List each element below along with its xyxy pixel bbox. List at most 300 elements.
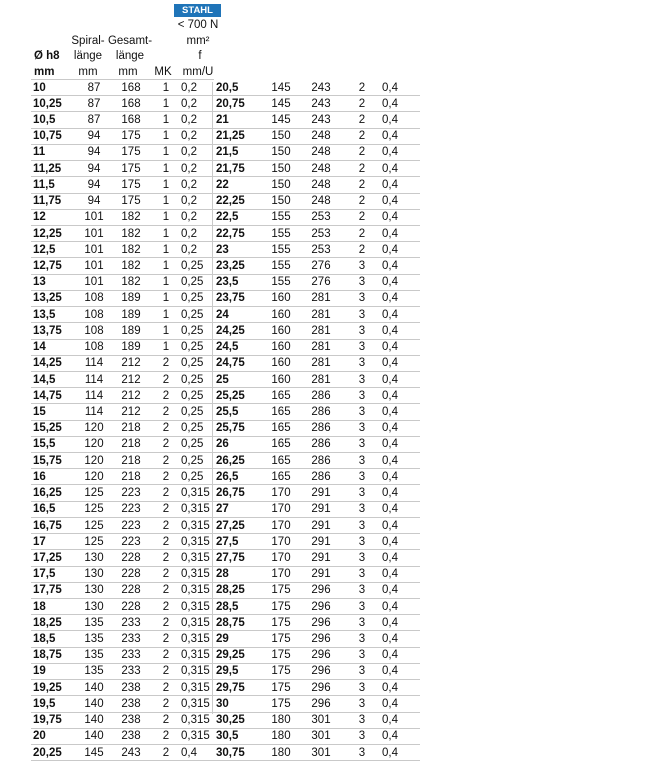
- spiral-length-cell: 160: [264, 307, 298, 323]
- diameter-cell: 16,75: [31, 517, 79, 533]
- total-length-cell: 175: [109, 144, 153, 160]
- total-length-cell: 182: [109, 225, 153, 241]
- spiral-length-cell: 160: [264, 323, 298, 339]
- diameter-cell: 12,75: [31, 258, 79, 274]
- feed-cell: 0,315: [179, 631, 215, 647]
- total-length-cell: 182: [109, 274, 153, 290]
- mk-cell: 2: [153, 582, 179, 598]
- diameter-cell: 12,25: [31, 225, 79, 241]
- feed-cell: 0,4: [380, 744, 420, 760]
- spiral-length-cell: 135: [79, 615, 109, 631]
- feed-cell: 0,25: [179, 355, 215, 371]
- total-length-cell: 238: [109, 696, 153, 712]
- spiral-length-cell: 101: [79, 258, 109, 274]
- spiral-length-cell: 165: [264, 453, 298, 469]
- material-badge: STAHL: [174, 4, 221, 17]
- diameter-cell: 30,5: [214, 728, 264, 744]
- feed-cell: 0,25: [179, 469, 215, 485]
- spiral-length-cell: 87: [79, 112, 109, 128]
- total-length-cell: 248: [298, 161, 344, 177]
- mk-cell: 2: [344, 144, 380, 160]
- table-row: [31, 436, 215, 452]
- total-length-cell: 168: [109, 112, 153, 128]
- table-row: [214, 290, 420, 306]
- spiral-length-label-1: Spiral-: [71, 35, 105, 47]
- total-length-cell: 243: [109, 744, 153, 760]
- total-length-cell: 281: [298, 323, 344, 339]
- feed-cell: 0,25: [179, 339, 215, 355]
- diameter-cell: 30,75: [214, 744, 264, 760]
- spiral-length-cell: 140: [79, 696, 109, 712]
- mk-cell: 3: [344, 712, 380, 728]
- mk-cell: 1: [153, 112, 179, 128]
- total-length-cell: 291: [298, 534, 344, 550]
- table-row: [214, 112, 420, 128]
- table-row: [31, 209, 215, 225]
- column-divider: [212, 82, 213, 714]
- table-row: [31, 469, 215, 485]
- diameter-cell: 12,5: [31, 242, 79, 258]
- feed-cell: 0,4: [380, 663, 420, 679]
- mk-cell: 3: [344, 599, 380, 615]
- diameter-cell: 25: [214, 371, 264, 387]
- spiral-length-cell: 145: [264, 96, 298, 112]
- feed-cell: 0,4: [380, 290, 420, 306]
- total-length-cell: 291: [298, 501, 344, 517]
- feed-cell: 0,2: [179, 161, 215, 177]
- mk-cell: 1: [153, 128, 179, 144]
- spiral-length-cell: 120: [79, 436, 109, 452]
- diameter-cell: 16,5: [31, 501, 79, 517]
- feed-cell: 0,4: [380, 258, 420, 274]
- table-row: [31, 728, 215, 744]
- total-length-cell: 223: [109, 501, 153, 517]
- mk-cell: 2: [153, 615, 179, 631]
- diameter-cell: 10,25: [31, 96, 79, 112]
- total-length-cell: 243: [298, 80, 344, 96]
- diameter-cell: 17: [31, 534, 79, 550]
- drill-table-left: [31, 80, 215, 761]
- table-row: [214, 225, 420, 241]
- mk-cell: 1: [153, 274, 179, 290]
- diameter-cell: 10,5: [31, 112, 79, 128]
- feed-cell: 0,315: [179, 566, 215, 582]
- feed-cell: 0,2: [179, 193, 215, 209]
- table-row: [31, 323, 215, 339]
- feed-cell: 0,4: [380, 696, 420, 712]
- mk-cell: 2: [153, 566, 179, 582]
- diameter-cell: 16: [31, 469, 79, 485]
- table-row: [31, 485, 215, 501]
- total-length-cell: 296: [298, 680, 344, 696]
- table-row: [214, 566, 420, 582]
- mk-cell: 3: [344, 453, 380, 469]
- mk-cell: 2: [153, 371, 179, 387]
- table-row: [214, 161, 420, 177]
- table-row: [214, 177, 420, 193]
- diameter-cell: 14,25: [31, 355, 79, 371]
- spiral-length-cell: 101: [79, 274, 109, 290]
- total-length-cell: 228: [109, 582, 153, 598]
- feed-cell: 0,2: [179, 242, 215, 258]
- spiral-length-cell: 120: [79, 453, 109, 469]
- diameter-cell: 23,5: [214, 274, 264, 290]
- mk-cell: 3: [344, 404, 380, 420]
- spiral-length-cell: 114: [79, 404, 109, 420]
- mk-cell: 2: [153, 744, 179, 760]
- spiral-length-cell: 135: [79, 647, 109, 663]
- total-length-cell: 233: [109, 647, 153, 663]
- total-length-cell: 228: [109, 550, 153, 566]
- diameter-cell: 21,25: [214, 128, 264, 144]
- total-length-label-2: länge: [115, 50, 145, 62]
- spiral-length-cell: 94: [79, 144, 109, 160]
- mk-cell: 3: [344, 355, 380, 371]
- total-length-cell: 189: [109, 339, 153, 355]
- diameter-cell: 13,5: [31, 307, 79, 323]
- feed-cell: 0,4: [380, 469, 420, 485]
- spiral-length-cell: 170: [264, 501, 298, 517]
- feed-cell: 0,25: [179, 388, 215, 404]
- mk-cell: 2: [344, 225, 380, 241]
- total-length-cell: 296: [298, 582, 344, 598]
- mk-cell: 2: [153, 712, 179, 728]
- spiral-length-cell: 160: [264, 339, 298, 355]
- total-length-cell: 218: [109, 436, 153, 452]
- diameter-cell: 20: [31, 728, 79, 744]
- table-row: [214, 193, 420, 209]
- diameter-cell: 15,25: [31, 420, 79, 436]
- spiral-length-cell: 150: [264, 177, 298, 193]
- feed-cell: 0,315: [179, 501, 215, 517]
- diameter-cell: 15,5: [31, 436, 79, 452]
- table-row: [214, 728, 420, 744]
- spiral-length-cell: 108: [79, 290, 109, 306]
- total-length-cell: 233: [109, 663, 153, 679]
- diameter-cell: 25,5: [214, 404, 264, 420]
- diameter-cell: 26,25: [214, 453, 264, 469]
- mk-cell: 1: [153, 177, 179, 193]
- feed-unit: mm/U: [182, 66, 214, 78]
- total-length-cell: 296: [298, 631, 344, 647]
- mk-cell: 3: [344, 663, 380, 679]
- spiral-length-label-2: länge: [73, 50, 103, 62]
- feed-cell: 0,4: [380, 550, 420, 566]
- diameter-cell: 26: [214, 436, 264, 452]
- mk-cell: 2: [153, 696, 179, 712]
- feed-cell: 0,2: [179, 96, 215, 112]
- mk-cell: 3: [344, 728, 380, 744]
- diameter-cell: 14: [31, 339, 79, 355]
- mk-cell: 3: [344, 436, 380, 452]
- total-length-cell: 243: [298, 96, 344, 112]
- total-length-cell: 276: [298, 258, 344, 274]
- feed-cell: 0,315: [179, 663, 215, 679]
- table-row: [31, 599, 215, 615]
- feed-cell: 0,4: [380, 274, 420, 290]
- mk-cell: 1: [153, 339, 179, 355]
- spiral-length-cell: 155: [264, 225, 298, 241]
- diameter-cell: 28,5: [214, 599, 264, 615]
- table-row: [31, 258, 215, 274]
- total-length-cell: 281: [298, 290, 344, 306]
- mk-cell: 2: [344, 242, 380, 258]
- feed-cell: 0,4: [380, 599, 420, 615]
- total-length-cell: 228: [109, 599, 153, 615]
- total-length-cell: 182: [109, 242, 153, 258]
- diameter-cell: 22,5: [214, 209, 264, 225]
- diameter-cell: 24,5: [214, 339, 264, 355]
- feed-cell: 0,4: [380, 566, 420, 582]
- feed-cell: 0,4: [179, 744, 215, 760]
- mk-cell: 3: [344, 517, 380, 533]
- mk-cell: 2: [153, 728, 179, 744]
- total-length-cell: 189: [109, 307, 153, 323]
- diameter-cell: 30: [214, 696, 264, 712]
- mk-cell: 1: [153, 290, 179, 306]
- table-row: [31, 582, 215, 598]
- mk-cell: 1: [153, 209, 179, 225]
- diameter-cell: 29,5: [214, 663, 264, 679]
- mk-cell: 2: [344, 96, 380, 112]
- spiral-length-cell: 180: [264, 728, 298, 744]
- table-row: [31, 647, 215, 663]
- mk-cell: 3: [344, 469, 380, 485]
- feed-cell: 0,4: [380, 355, 420, 371]
- mk-cell: 2: [153, 501, 179, 517]
- spiral-length-unit: mm: [78, 66, 98, 78]
- diameter-cell: 24,25: [214, 323, 264, 339]
- diameter-cell: 24: [214, 307, 264, 323]
- diameter-cell: 22,25: [214, 193, 264, 209]
- spiral-length-cell: 175: [264, 631, 298, 647]
- feed-cell: 0,4: [380, 436, 420, 452]
- total-length-cell: 218: [109, 453, 153, 469]
- feed-cell: 0,315: [179, 550, 215, 566]
- feed-cell: 0,315: [179, 680, 215, 696]
- feed-cell: 0,25: [179, 453, 215, 469]
- diameter-cell: 21: [214, 112, 264, 128]
- table-row: [214, 631, 420, 647]
- spiral-length-cell: 87: [79, 96, 109, 112]
- table-row: [214, 128, 420, 144]
- spiral-length-cell: 120: [79, 469, 109, 485]
- feed-cell: 0,4: [380, 193, 420, 209]
- feed-cell: 0,4: [380, 242, 420, 258]
- total-length-cell: 248: [298, 193, 344, 209]
- feed-cell: 0,25: [179, 404, 215, 420]
- total-length-cell: 248: [298, 128, 344, 144]
- spiral-length-cell: 140: [79, 728, 109, 744]
- mk-cell: 3: [344, 566, 380, 582]
- spiral-length-cell: 175: [264, 615, 298, 631]
- feed-cell: 0,315: [179, 534, 215, 550]
- total-length-cell: 276: [298, 274, 344, 290]
- spiral-length-cell: 125: [79, 534, 109, 550]
- spiral-length-cell: 165: [264, 469, 298, 485]
- total-length-cell: 253: [298, 225, 344, 241]
- spiral-length-cell: 150: [264, 128, 298, 144]
- feed-cell: 0,25: [179, 307, 215, 323]
- total-length-cell: 238: [109, 712, 153, 728]
- table-row: [31, 225, 215, 241]
- diameter-cell: 18: [31, 599, 79, 615]
- diameter-cell: 18,75: [31, 647, 79, 663]
- table-row: [214, 485, 420, 501]
- spiral-length-cell: 145: [264, 112, 298, 128]
- feed-cell: 0,4: [380, 388, 420, 404]
- feed-cell: 0,4: [380, 307, 420, 323]
- spiral-length-cell: 140: [79, 712, 109, 728]
- total-length-cell: 248: [298, 144, 344, 160]
- feed-cell: 0,315: [179, 582, 215, 598]
- table-row: [31, 615, 215, 631]
- table-row: [31, 388, 215, 404]
- table-row: [31, 339, 215, 355]
- table-row: [31, 290, 215, 306]
- table-row: [31, 550, 215, 566]
- diameter-cell: 13: [31, 274, 79, 290]
- spiral-length-cell: 175: [264, 680, 298, 696]
- feed-cell: 0,4: [380, 144, 420, 160]
- table-row: [31, 307, 215, 323]
- total-length-cell: 223: [109, 485, 153, 501]
- table-row: [31, 420, 215, 436]
- feed-cell: 0,315: [179, 696, 215, 712]
- total-length-cell: 281: [298, 371, 344, 387]
- diameter-cell: 11,75: [31, 193, 79, 209]
- spiral-length-cell: 130: [79, 599, 109, 615]
- feed-cell: 0,4: [380, 112, 420, 128]
- spiral-length-cell: 180: [264, 744, 298, 760]
- total-length-cell: 286: [298, 388, 344, 404]
- mk-cell: 3: [344, 680, 380, 696]
- spiral-length-cell: 101: [79, 225, 109, 241]
- diameter-cell: 26,5: [214, 469, 264, 485]
- mk-cell: 3: [344, 631, 380, 647]
- table-row: [214, 599, 420, 615]
- spiral-length-cell: 108: [79, 307, 109, 323]
- diameter-cell: 15: [31, 404, 79, 420]
- diameter-cell: 19: [31, 663, 79, 679]
- feed-cell: 0,2: [179, 209, 215, 225]
- table-row: [214, 355, 420, 371]
- spiral-length-cell: 170: [264, 517, 298, 533]
- table-row: [214, 469, 420, 485]
- feed-cell: 0,4: [380, 582, 420, 598]
- mk-cell: 1: [153, 323, 179, 339]
- total-length-cell: 189: [109, 290, 153, 306]
- spiral-length-cell: 175: [264, 663, 298, 679]
- total-length-cell: 175: [109, 193, 153, 209]
- feed-cell: 0,2: [179, 225, 215, 241]
- mk-cell: 2: [344, 161, 380, 177]
- spiral-length-cell: 165: [264, 436, 298, 452]
- total-length-cell: 291: [298, 517, 344, 533]
- table-row: [31, 663, 215, 679]
- diameter-cell: 19,5: [31, 696, 79, 712]
- diameter-cell: 13,25: [31, 290, 79, 306]
- spiral-length-cell: 125: [79, 485, 109, 501]
- diameter-cell: 27,25: [214, 517, 264, 533]
- diameter-cell: 27,75: [214, 550, 264, 566]
- diameter-cell: 11: [31, 144, 79, 160]
- mk-cell: 3: [344, 339, 380, 355]
- diameter-cell: 23,25: [214, 258, 264, 274]
- mk-cell: 3: [344, 582, 380, 598]
- mk-cell: 3: [344, 307, 380, 323]
- feed-cell: 0,4: [380, 371, 420, 387]
- total-length-cell: 212: [109, 355, 153, 371]
- mk-cell: 1: [153, 258, 179, 274]
- total-length-cell: 233: [109, 631, 153, 647]
- spiral-length-cell: 145: [79, 744, 109, 760]
- table-row: [31, 712, 215, 728]
- total-length-cell: 286: [298, 404, 344, 420]
- spiral-length-cell: 150: [264, 161, 298, 177]
- diameter-cell: 15,75: [31, 453, 79, 469]
- total-length-cell: 238: [109, 728, 153, 744]
- mk-cell: 1: [153, 96, 179, 112]
- feed-cell: 0,4: [380, 453, 420, 469]
- diameter-cell: 22,75: [214, 225, 264, 241]
- feed-cell: 0,4: [380, 80, 420, 96]
- spiral-length-cell: 130: [79, 550, 109, 566]
- mk-cell: 3: [344, 550, 380, 566]
- diameter-cell: 29,25: [214, 647, 264, 663]
- table-row: [31, 744, 215, 760]
- total-length-cell: 296: [298, 599, 344, 615]
- table-row: [31, 144, 215, 160]
- spiral-length-cell: 108: [79, 323, 109, 339]
- mk-cell: 2: [153, 631, 179, 647]
- total-length-cell: 296: [298, 647, 344, 663]
- mk-cell: 3: [344, 274, 380, 290]
- feed-cell: 0,4: [380, 517, 420, 533]
- table-row: [214, 453, 420, 469]
- spiral-length-cell: 114: [79, 355, 109, 371]
- diameter-cell: 11,5: [31, 177, 79, 193]
- feed-cell: 0,315: [179, 485, 215, 501]
- feed-cell: 0,25: [179, 290, 215, 306]
- feed-cell: 0,315: [179, 647, 215, 663]
- spiral-length-cell: 170: [264, 534, 298, 550]
- spiral-length-cell: 140: [79, 680, 109, 696]
- mk-cell: 2: [153, 680, 179, 696]
- total-length-cell: 168: [109, 80, 153, 96]
- mk-cell: 3: [344, 647, 380, 663]
- feed-cell: 0,315: [179, 712, 215, 728]
- feed-cell: 0,4: [380, 485, 420, 501]
- mk-cell: 1: [153, 161, 179, 177]
- total-length-cell: 291: [298, 550, 344, 566]
- spiral-length-cell: 125: [79, 501, 109, 517]
- mk-cell: 1: [153, 193, 179, 209]
- spiral-length-cell: 101: [79, 242, 109, 258]
- total-length-cell: 212: [109, 371, 153, 387]
- spiral-length-cell: 87: [79, 80, 109, 96]
- mk-cell: 2: [153, 420, 179, 436]
- mk-cell: 2: [153, 485, 179, 501]
- spiral-length-cell: 135: [79, 631, 109, 647]
- total-length-cell: 281: [298, 339, 344, 355]
- diameter-cell: 21,5: [214, 144, 264, 160]
- feed-cell: 0,315: [179, 599, 215, 615]
- diameter-cell: 17,75: [31, 582, 79, 598]
- spiral-length-cell: 165: [264, 420, 298, 436]
- feed-cell: 0,4: [380, 712, 420, 728]
- spiral-length-cell: 180: [264, 712, 298, 728]
